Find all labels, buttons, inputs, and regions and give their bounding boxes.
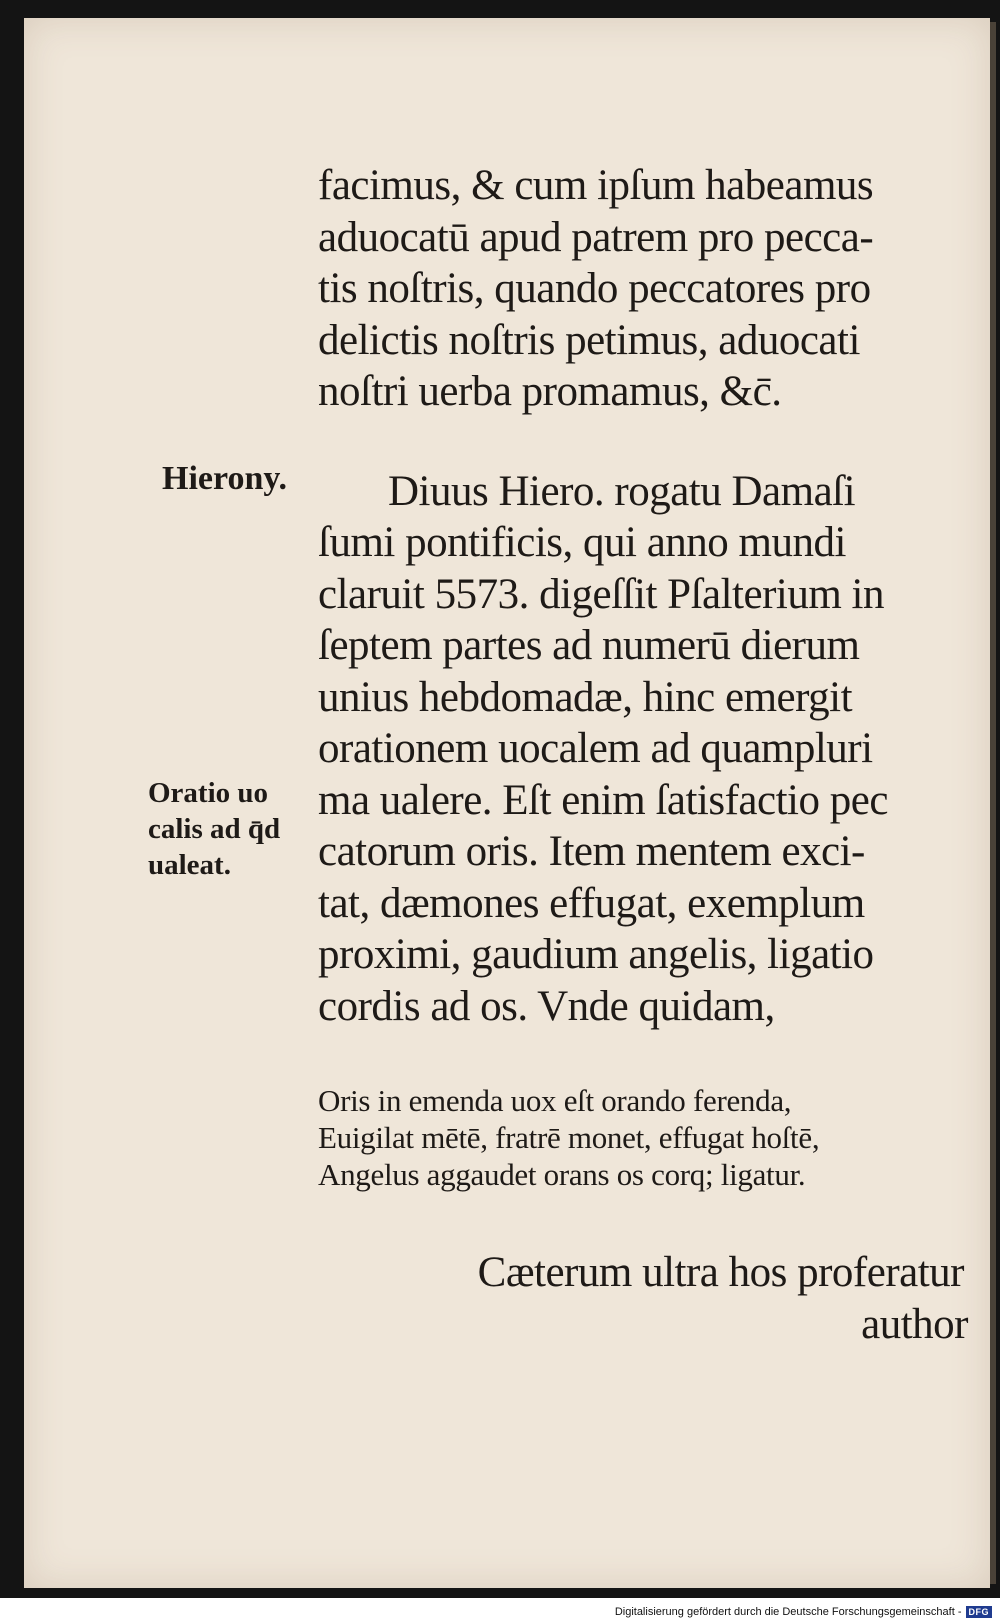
marginal-note-line: Oratio uo bbox=[148, 777, 269, 809]
text-line: tis noſtris, quando peccatores pro bbox=[318, 265, 871, 312]
main-text-block bbox=[318, 160, 968, 1350]
marginal-note-line: ualeat. bbox=[148, 849, 231, 881]
marginal-note-line: calis ad q̄d bbox=[148, 813, 281, 845]
text-line: claruit 5573. digeſſit Pſalterium in bbox=[318, 570, 884, 618]
text-line: orationem uocalem ad quampluri bbox=[318, 725, 873, 772]
text-line: catorum oris. Item mentem exci- bbox=[318, 828, 865, 875]
text-line: proximi, gaudium angelis, ligatio bbox=[318, 931, 874, 978]
marginal-note-hieronymus: Hierony. bbox=[162, 460, 287, 497]
text-line: noſtri uerba promamus, &c̄. bbox=[318, 368, 782, 415]
closing-paragraph bbox=[318, 1247, 968, 1350]
page-edge bbox=[990, 22, 996, 1584]
dfg-logo: DFG bbox=[966, 1606, 993, 1618]
digitization-footer bbox=[615, 1606, 992, 1618]
paragraph-1 bbox=[318, 160, 968, 418]
footer-credit: Digitalisierung gefördert durch die Deutsche Forschungsgemeinschaft - bbox=[614, 1606, 962, 1618]
text-line: unius hebdomadæ, hinc emergit bbox=[318, 673, 853, 721]
catchword: author bbox=[861, 1300, 968, 1348]
paragraph-2 bbox=[318, 466, 968, 1033]
verse-block bbox=[318, 1082, 968, 1193]
verse-line: Euigilat mētē, fratrē monet, effugat hoſtē, bbox=[318, 1120, 820, 1155]
text-line: delictis noſtris petimus, aduocati bbox=[318, 316, 860, 364]
verse-line: Angelus aggaudet orans os corq; ligatur. bbox=[318, 1157, 806, 1192]
text-line: Diuus Hiero. rogatu Damaſi bbox=[388, 467, 856, 515]
verse-line: Oris in emenda uox eſt orando ferenda, bbox=[318, 1083, 792, 1118]
text-line: Cæterum ultra hos proferatur bbox=[477, 1249, 964, 1296]
text-line: facimus, & cum ipſum habeamus bbox=[318, 162, 874, 209]
text-line: ma ualere. Eſt enim ſatisfactio pec bbox=[318, 776, 888, 824]
text-line: cordis ad os. Vnde quidam, bbox=[318, 982, 775, 1030]
text-line: ſeptem partes ad numerū dierum bbox=[318, 622, 860, 669]
text-line: ſumi pontificis, qui anno mundi bbox=[318, 519, 846, 566]
marginal-note-oratio bbox=[148, 775, 280, 883]
text-line: tat, dæmones effugat, exemplum bbox=[318, 879, 865, 927]
text-line: aduocatū apud patrem pro pecca- bbox=[318, 213, 874, 261]
